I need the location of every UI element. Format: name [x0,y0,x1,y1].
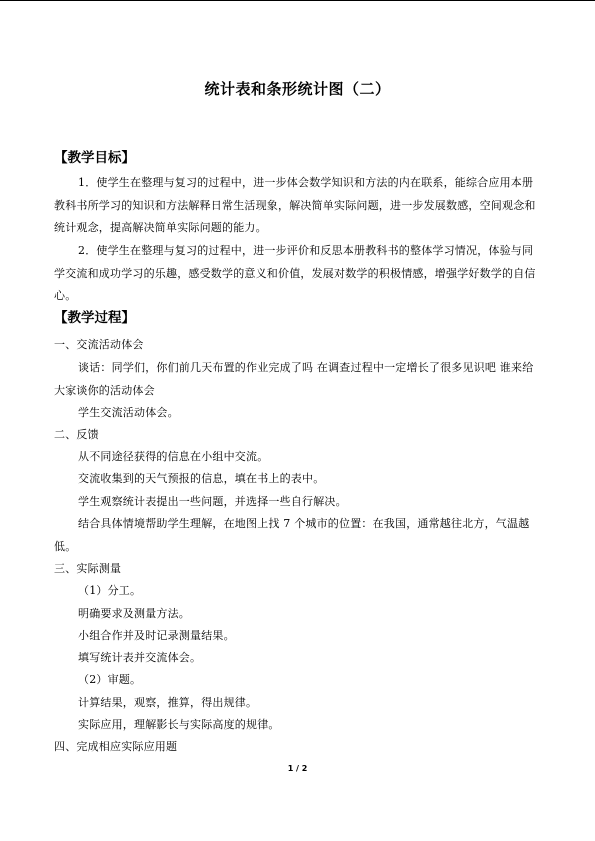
section-3-line-7: 实际应用，理解影长与实际高度的规律。 [78,718,280,731]
goals-heading: 【教学目标】 [54,150,135,166]
section-3-line-4: 填写统计表并交流体会。 [78,651,202,664]
section-3-line-6: 计算结果，观察，推算，得出规律。 [78,696,258,709]
section-2-line-1: 从不同途径获得的信息在小组中交流。 [78,450,269,463]
section-2-title: 二、反馈 [54,428,99,441]
process-heading: 【教学过程】 [54,310,135,326]
section-3-title: 三、实际测量 [54,562,122,575]
top-border-rule [0,0,595,1]
section-2-line-2: 交流收集到的天气预报的信息，填在书上的表中。 [78,472,325,485]
section-1-talk: 谈话：同学们，你们前几天布置的作业完成了吗 在调查过程中一定增长了很多见识吧 谁来给大家谈你的活动体会 [54,361,534,397]
goal-paragraph-2: 2．使学生在整理与复习的过程中，进一步评价和反思本册教科书的整体学习情况，体验与同学交流和成功学习的乐趣，感受数学的意义和价值，发展对数学的积极情感，增强学好数学的自信心。 [54,244,536,302]
section-3-line-5: （2）审题。 [78,673,142,686]
page-number: 1 / 2 [287,764,308,773]
section-1-title: 一、交流活动体会 [54,338,144,351]
document-title: 统计表和条形统计图（二） [204,80,391,98]
section-1-line-2: 学生交流活动体会。 [78,406,179,419]
section-4-title: 四、完成相应实际应用题 [54,740,178,753]
section-3-line-3: 小组合作并及时记录测量结果。 [78,629,235,642]
section-2-line-3: 学生观察统计表提出一些问题，并选择一些自行解决。 [78,495,347,508]
section-2-line-4: 结合具体情境帮助学生理解，在地图上找 7 个城市的位置：在我国，通常越往北方，气温越低。 [54,517,530,553]
section-3-line-2: 明确要求及测量方法。 [78,607,190,620]
goal-paragraph-1: 1．使学生在整理与复习的过程中，进一步体会数学知识和方法的内在联系，能综合应用本册教科书所学习的知识和方法解释日常生活现象，解决简单实际问题，进一步发展数感，空间观念和统计观念，提高解决简单实际问题的能力。 [54,176,536,234]
section-3-line-1: （1）分工。 [78,584,142,597]
